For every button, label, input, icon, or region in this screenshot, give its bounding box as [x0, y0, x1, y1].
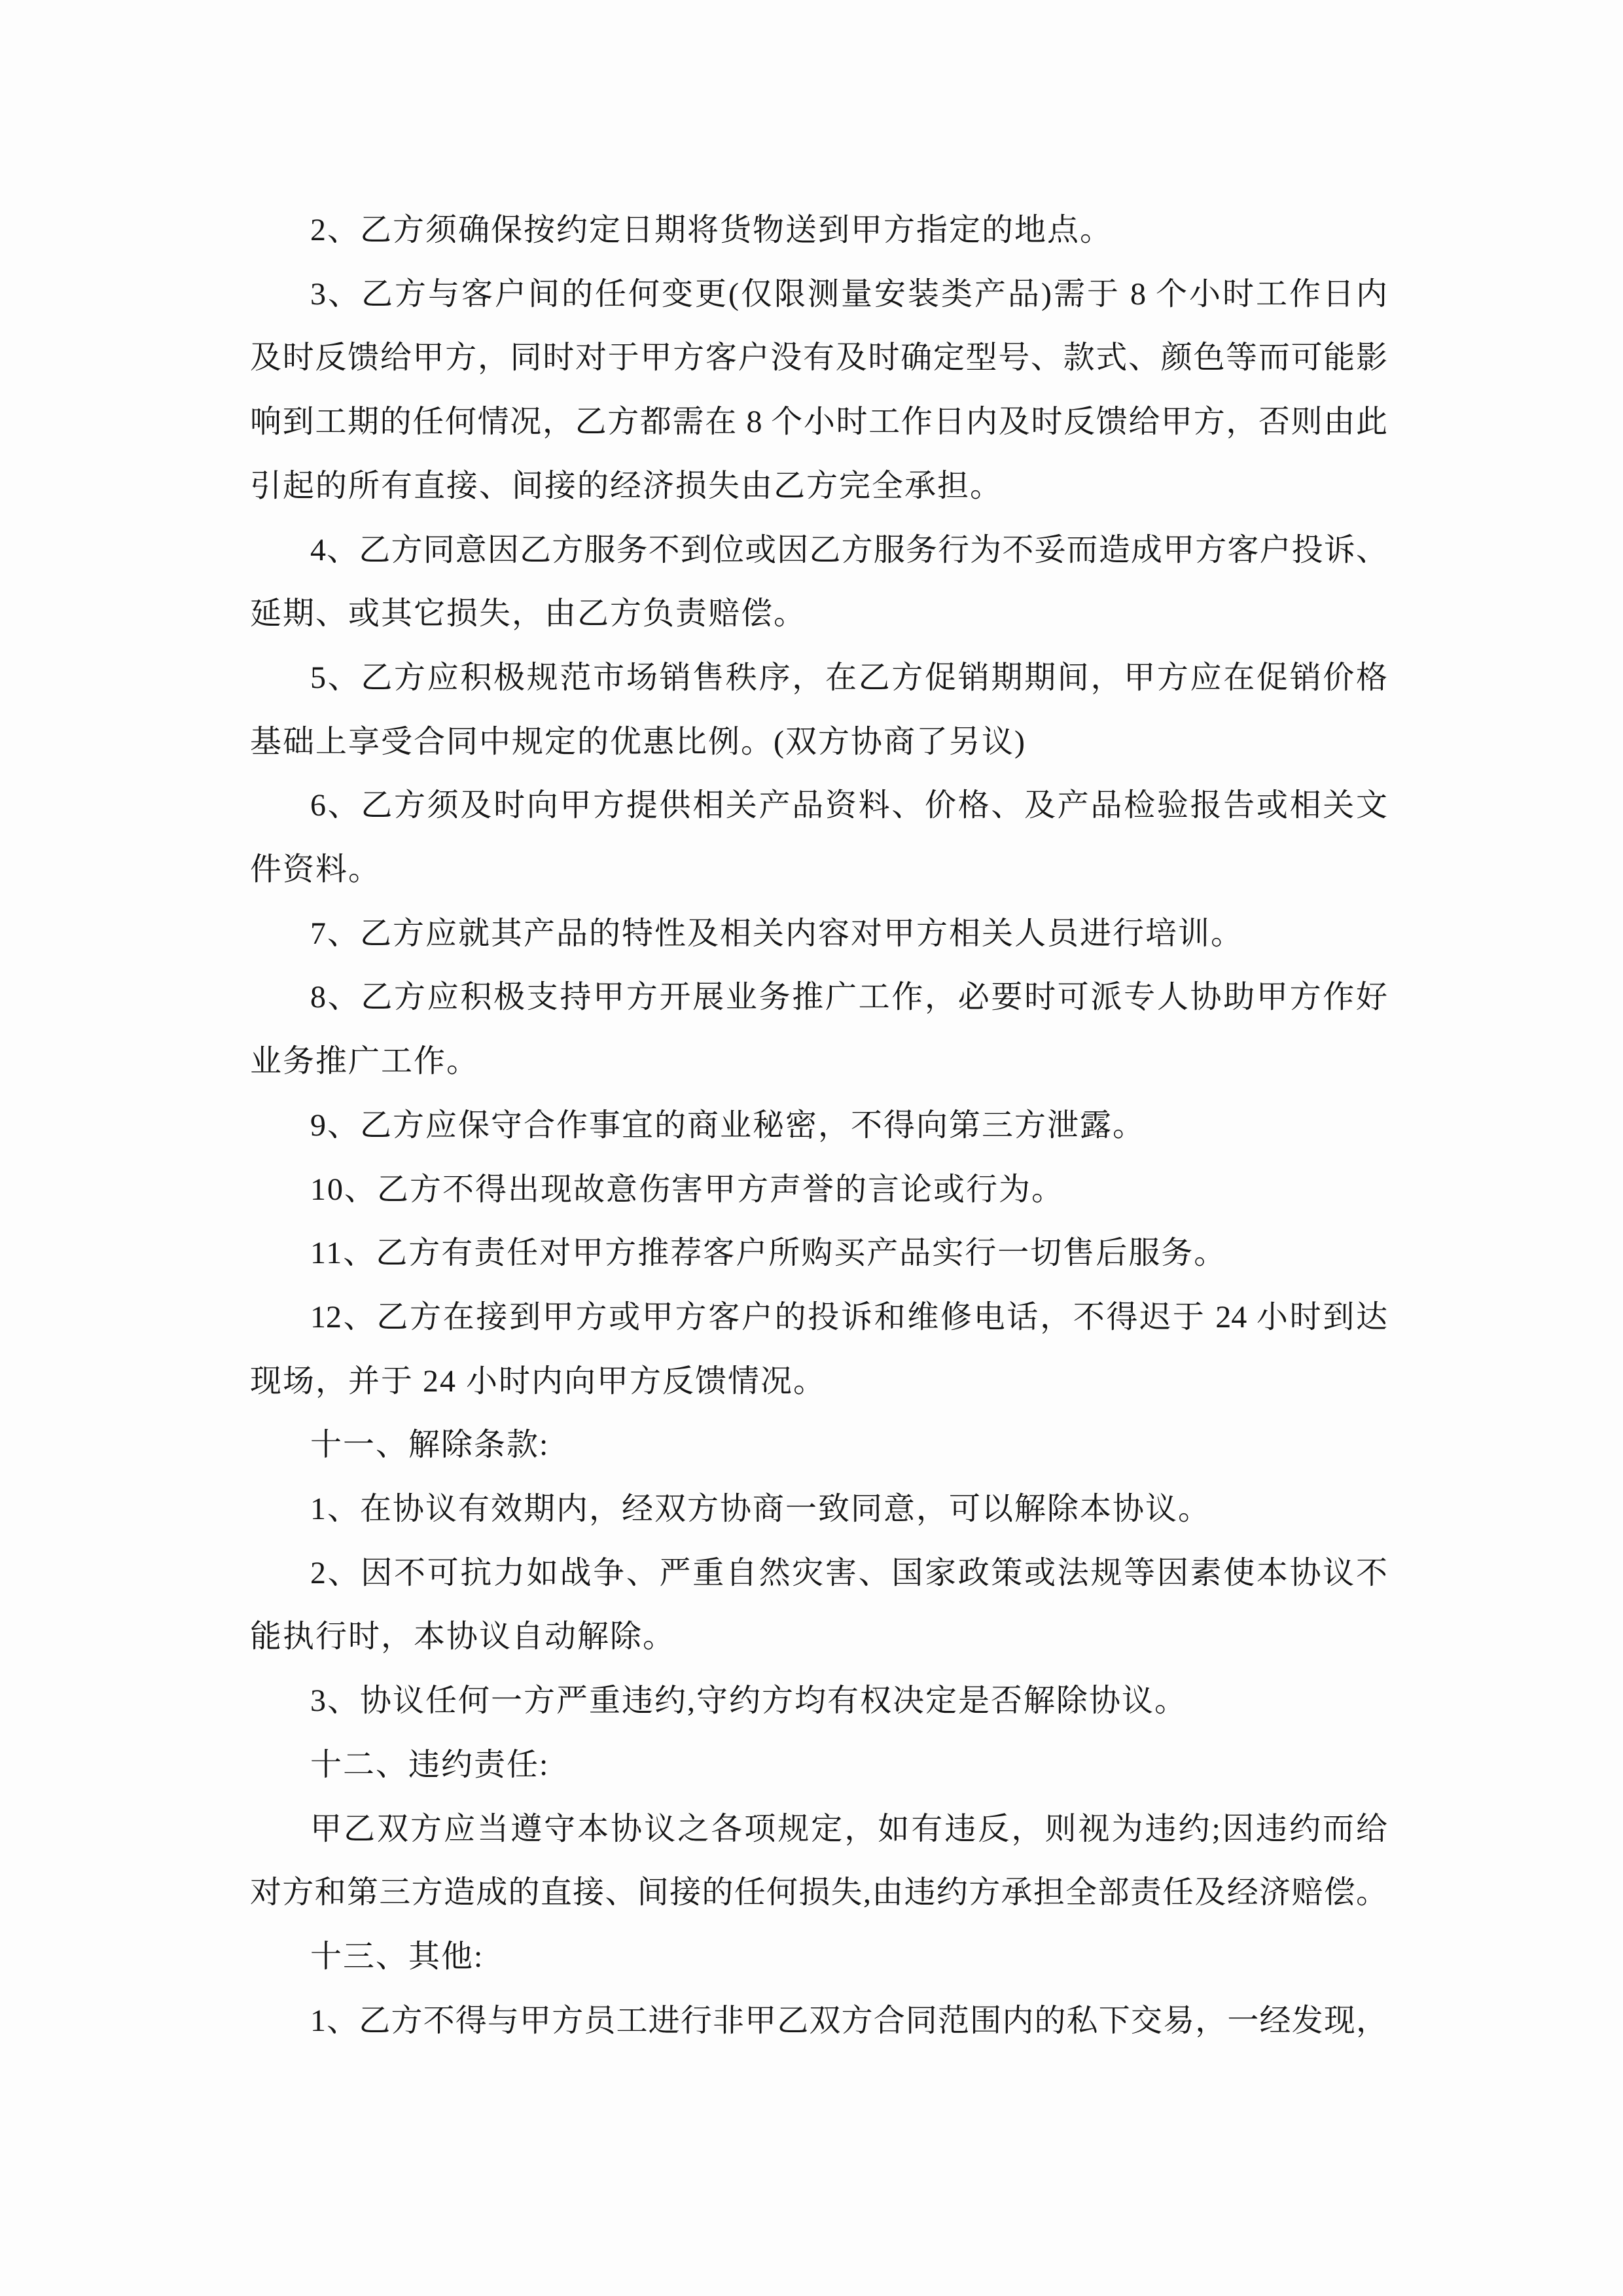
- text-line: 及时反馈给甲方，同时对于甲方客户没有及时确定型号、款式、颜色等而可能影: [250, 340, 1387, 376]
- text-line: 8、乙方应积极支持甲方开展业务推广工作，必要时可派专人协助甲方作好: [310, 980, 1387, 1015]
- text-line: 件资料。: [250, 852, 382, 888]
- text-line: 6、乙方须及时向甲方提供相关产品资料、价格、及产品检验报告或相关文: [310, 788, 1387, 823]
- text-line: 3、乙方与客户间的任何变更(仅限测量安装类产品)需于 8 个小时工作日内: [310, 276, 1387, 312]
- text-line: 基础上享受合同中规定的优惠比例。(双方协商了另议): [250, 724, 1026, 759]
- text-line: 4、乙方同意因乙方服务不到位或因乙方服务行为不妥而造成甲方客户投诉、: [310, 532, 1387, 567]
- text-line: 响到工期的任何情况，乙方都需在 8 个小时工作日内及时反馈给甲方，否则由此: [250, 404, 1387, 440]
- text-line: 对方和第三方造成的直接、间接的任何损失,由违约方承担全部责任及经济赔偿。: [250, 1875, 1387, 1910]
- text-line: 3、协议任何一方严重违约,守约方均有权决定是否解除协议。: [310, 1683, 1188, 1719]
- text-line: 引起的所有直接、间接的经济损失由乙方完全承担。: [250, 468, 1003, 503]
- text-line: 现场，并于 24 小时内向甲方反馈情况。: [250, 1363, 827, 1399]
- text-line: 能执行时，本协议自动解除。: [250, 1619, 676, 1655]
- text-line: 十二、违约责任:: [310, 1747, 550, 1782]
- text-line: 甲乙双方应当遵守本协议之各项规定，如有违反，则视为违约;因违约而给: [310, 1811, 1387, 1846]
- text-line: 5、乙方应积极规范市场销售秩序，在乙方促销期期间，甲方应在促销价格: [310, 660, 1387, 695]
- text-line: 7、乙方应就其产品的特性及相关内容对甲方相关人员进行培训。: [310, 916, 1244, 951]
- text-line: 1、在协议有效期内，经双方协商一致同意，可以解除本协议。: [310, 1492, 1211, 1527]
- text-line: 2、乙方须确保按约定日期将货物送到甲方指定的地点。: [310, 213, 1113, 247]
- text-line: 10、乙方不得出现故意伤害甲方声誉的言论或行为。: [310, 1172, 1065, 1207]
- text-line: 十一、解除条款:: [310, 1427, 550, 1463]
- text-line: 业务推广工作。: [250, 1044, 480, 1079]
- text-line: 11、乙方有责任对甲方推荐客户所购买产品实行一切售后服务。: [310, 1236, 1227, 1271]
- text-line: 1、乙方不得与甲方员工进行非甲乙双方合同范围内的私下交易，一经发现，: [310, 2003, 1387, 2038]
- contract-text: [250, 198, 1387, 2053]
- text-line: 12、乙方在接到甲方或甲方客户的投诉和维修电话，不得迟于 24 小时到达: [310, 1299, 1387, 1335]
- text-line: 延期、或其它损失，由乙方负责赔偿。: [250, 596, 807, 632]
- text-line: 9、乙方应保守合作事宜的商业秘密，不得向第三方泄露。: [310, 1107, 1146, 1143]
- text-line: 十三、其他:: [310, 1939, 484, 1974]
- text-line: 2、因不可抗力如战争、严重自然灾害、国家政策或法规等因素使本协议不: [310, 1555, 1387, 1590]
